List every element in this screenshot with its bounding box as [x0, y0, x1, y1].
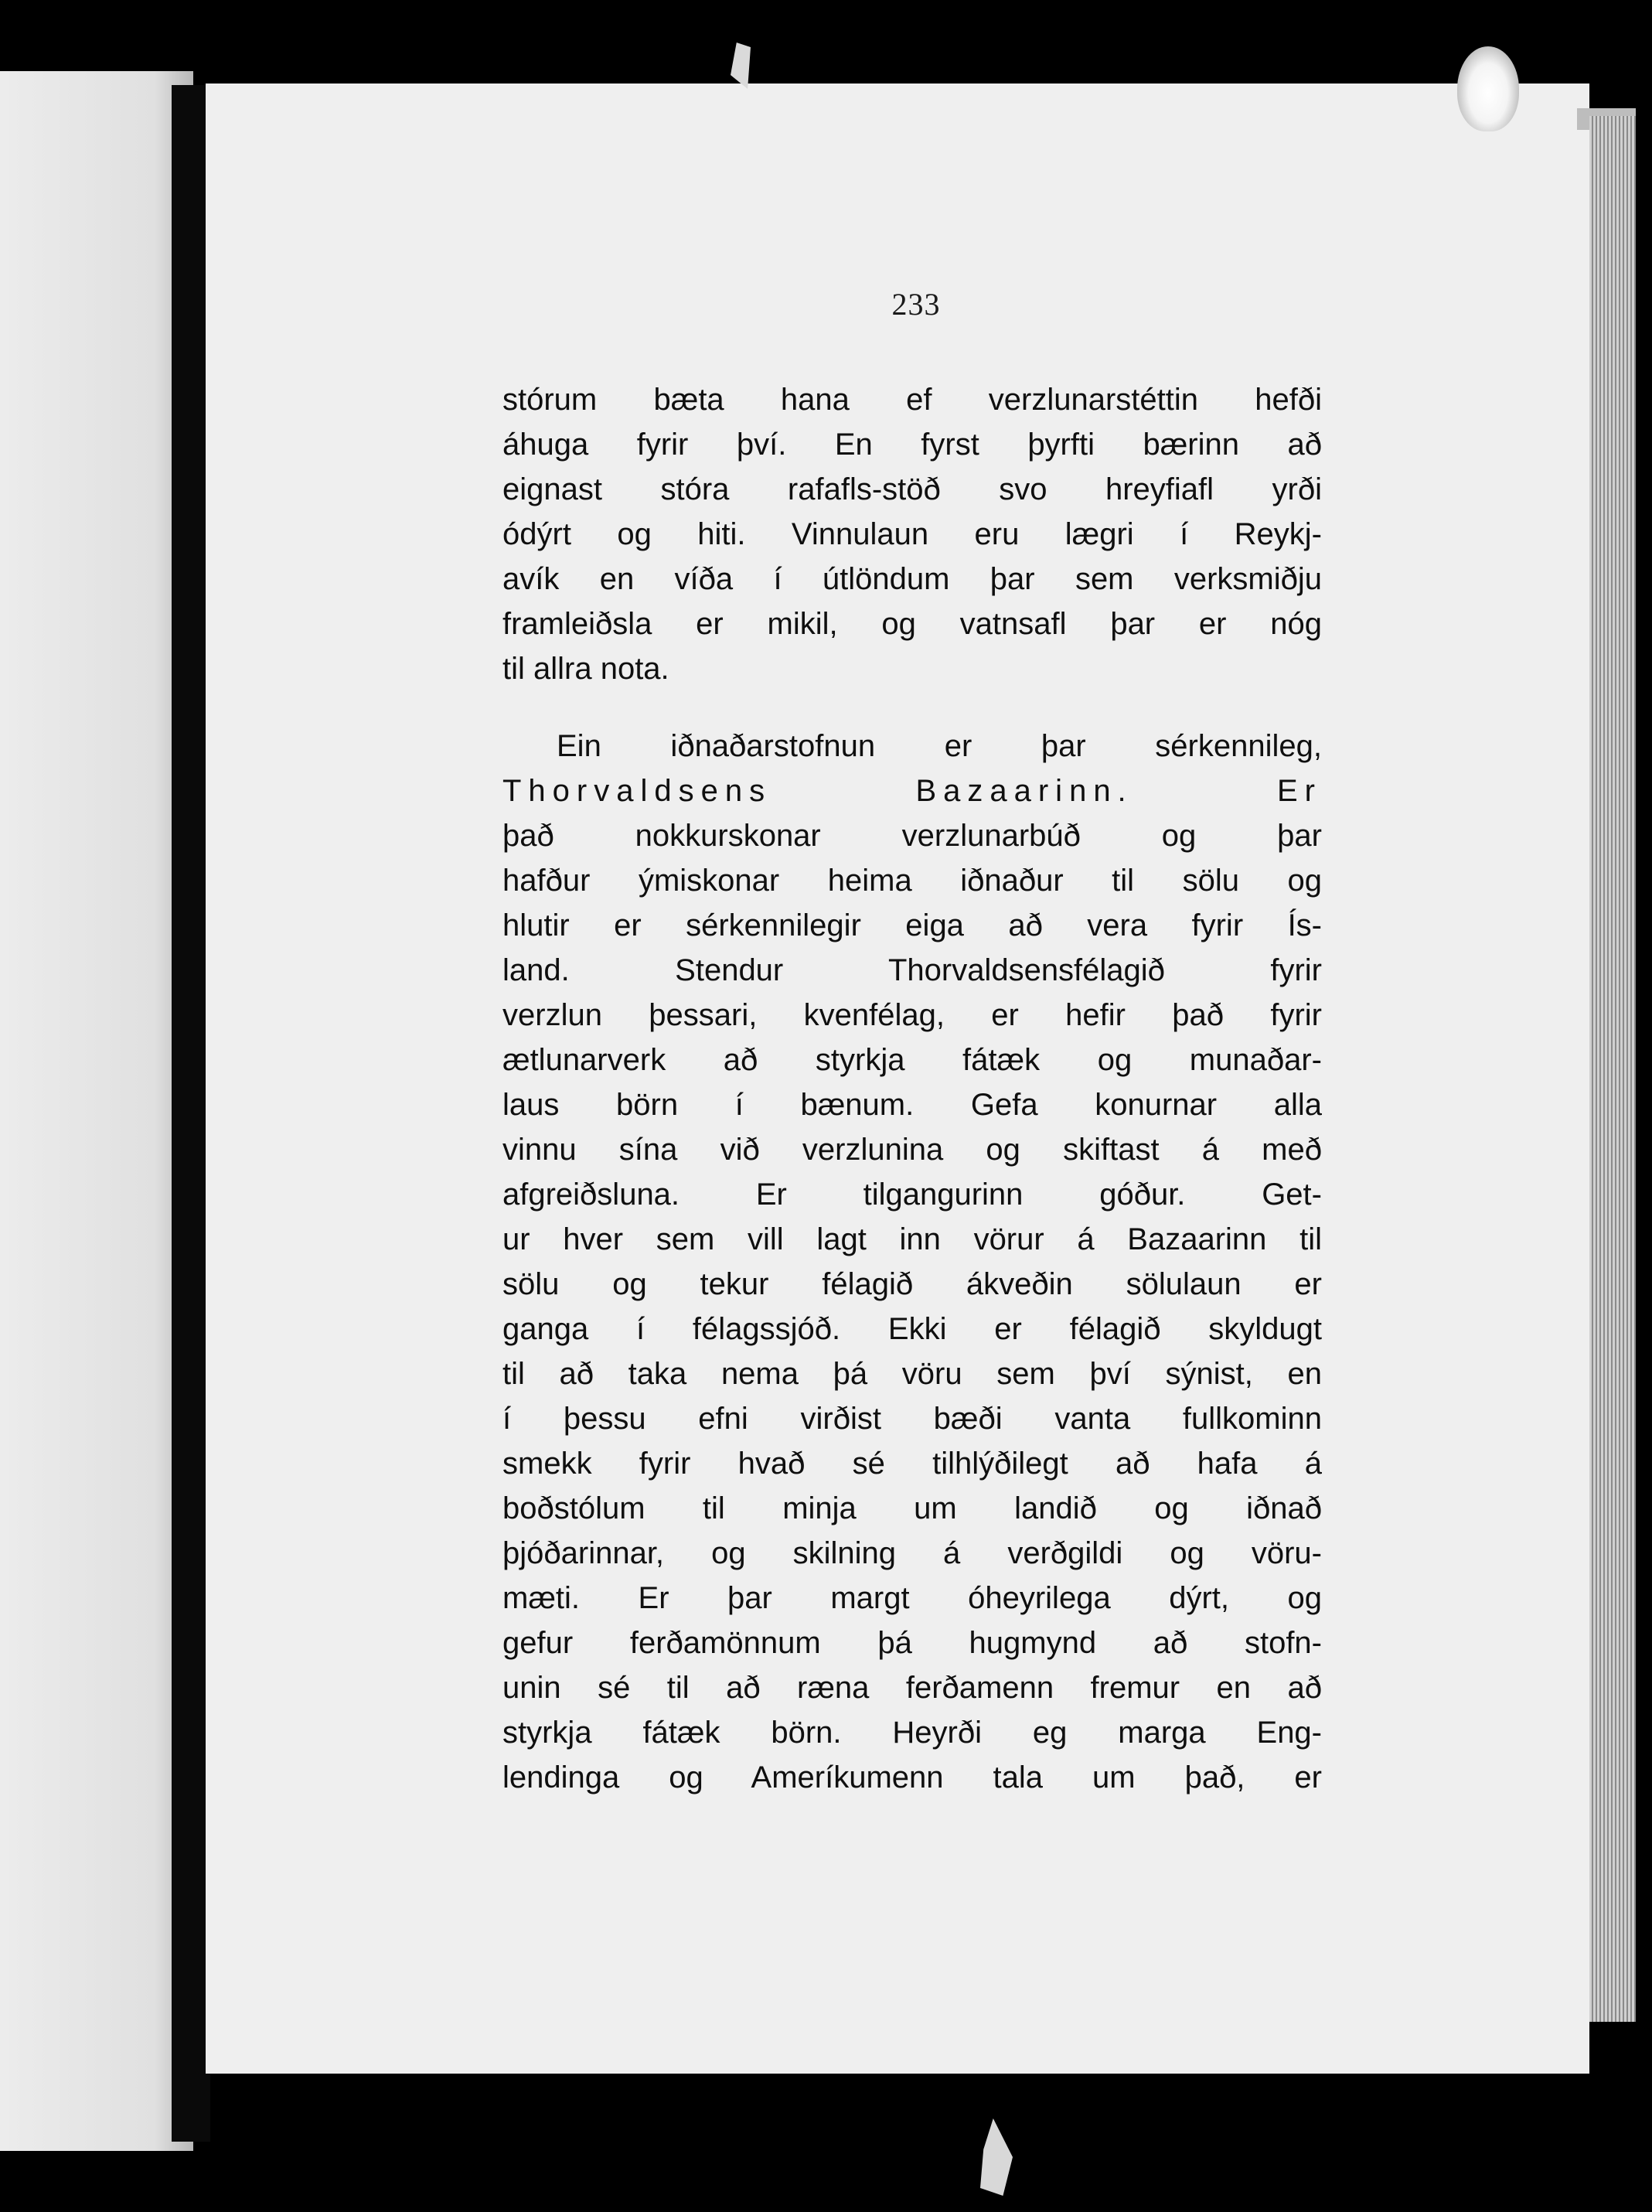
text-line: ætlunarverk að styrkja fátæk og munaðar- [502, 1043, 1322, 1077]
text-line: til allra nota. [502, 652, 669, 686]
text-line: í þessu efni virðist bæði vanta fullkominn [502, 1402, 1322, 1436]
body-text [502, 377, 1322, 1800]
text-line: smekk fyrir hvað sé tilhlýðilegt að hafa á [502, 1447, 1322, 1481]
text-line: land. Stendur Thorvaldsensfélagið fyrir [502, 953, 1322, 987]
text-line: lendinga og Ameríkumenn tala um það, er [502, 1760, 1322, 1794]
scan-artifact-bottom [980, 2118, 1013, 2196]
text-line: styrkja fátæk börn. Heyrði eg marga Eng- [502, 1716, 1322, 1750]
page-stack-edge [1589, 116, 1636, 2022]
left-page-edge [0, 71, 193, 2151]
text-line: ganga í félagssjóð. Ekki er félagið skyldugt [502, 1312, 1322, 1346]
text-line: unin sé til að ræna ferðamenn fremur en að [502, 1671, 1322, 1705]
text-line: til að taka nema þá vöru sem því sýnist, en [502, 1357, 1322, 1391]
text-line: verzlun þessari, kvenfélag, er hefir það fyrir [502, 998, 1322, 1032]
text-line: ur hver sem vill lagt inn vörur á Bazaarinn til [502, 1222, 1322, 1256]
text-line: afgreiðsluna. Er tilgangurinn góður. Get- [502, 1178, 1322, 1212]
text-line: laus börn í bænum. Gefa konurnar alla [502, 1088, 1322, 1122]
text-line: stórum bæta hana ef verzlunarstéttin hefði [502, 383, 1322, 417]
text-line: vinnu sína við verzlunina og skiftast á með [502, 1133, 1322, 1167]
text-line: Ein iðnaðarstofnun er þar sérkennileg, [557, 729, 1322, 763]
text-line: framleiðsla er mikil, og vatnsafl þar er nóg [502, 607, 1322, 641]
text-line: mæti. Er þar margt óheyrilega dýrt, og [502, 1581, 1322, 1615]
text-line: hafður ýmiskonar heima iðnaður til sölu og [502, 864, 1322, 898]
text-line: ódýrt og hiti. Vinnulaun eru lægri í Reykj- [502, 517, 1322, 551]
book-spine-gap [172, 85, 210, 2142]
scan-artifact-top [731, 43, 751, 89]
text-line: það nokkurskonar verzlunarbúð og þar [502, 819, 1322, 853]
text-line: áhuga fyrir því. En fyrst þyrfti bærinn að [502, 428, 1322, 462]
text-line: eignast stóra rafafls-stöð svo hreyfiafl yrði [502, 472, 1322, 506]
text-line: boðstólum til minja um landið og iðnað [502, 1491, 1322, 1525]
text-line: þjóðarinnar, og skilning á verðgildi og vöru- [502, 1536, 1322, 1570]
left-page-shading [0, 71, 193, 2151]
paragraph-2 [502, 724, 1322, 1800]
text-line: sölu og tekur félagið ákveðin sölulaun er [502, 1267, 1322, 1301]
text-line: gefur ferðamönnum þá hugmynd að stofn- [502, 1626, 1322, 1660]
paragraph-gap [502, 691, 1322, 724]
paragraph-1 [502, 377, 1322, 691]
scan-light-spot [1457, 46, 1519, 131]
text-line: hlutir er sérkennilegir eiga að vera fyrir Ís- [502, 908, 1322, 942]
page-number: 233 [891, 287, 941, 322]
text-line: Thorvaldsens Bazaarinn. Er [502, 774, 1322, 808]
text-line: avík en víða í útlöndum þar sem verksmiðju [502, 562, 1322, 596]
